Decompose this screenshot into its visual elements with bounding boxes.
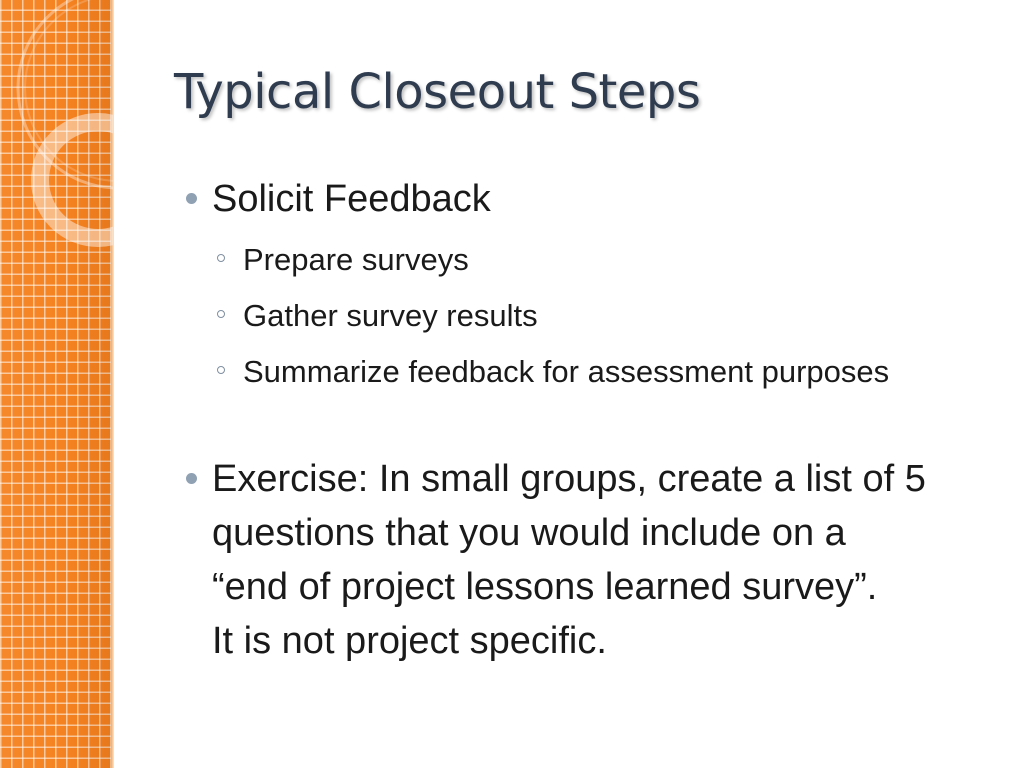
bullet-dot-icon [186, 473, 197, 484]
exercise-line: “end of project lessons learned survey”. [212, 566, 878, 608]
sub-bullet-text: Summarize feedback for assessment purposes [243, 354, 890, 389]
ring-bullet-icon [217, 366, 225, 374]
sub-bullet-text: Prepare surveys [243, 242, 469, 277]
slide-body [184, 172, 1004, 668]
exercise-line: questions that you would include on a [212, 512, 846, 554]
band-edge [111, 0, 114, 768]
bullet-dot-icon [186, 193, 197, 204]
band-shading [0, 0, 113, 768]
slide-title: Typical Closeout Steps [174, 64, 701, 120]
sub-bullet-item [184, 344, 1004, 400]
exercise-line: Exercise: In small groups, create a list of 5 [212, 458, 926, 500]
ring-bullet-icon [217, 254, 225, 262]
sub-bullet-text: Gather survey results [243, 298, 538, 333]
exercise-line: It is not project specific. [212, 620, 607, 662]
side-decorative-band [0, 0, 113, 768]
bullet-solicit-feedback [184, 172, 1004, 226]
bullet-text: Solicit Feedback [212, 178, 491, 220]
bullet-exercise [184, 452, 1004, 668]
ring-bullet-icon [217, 310, 225, 318]
sub-bullet-list [184, 232, 1004, 400]
sub-bullet-item [184, 288, 1004, 344]
sub-bullet-item [184, 232, 1004, 288]
